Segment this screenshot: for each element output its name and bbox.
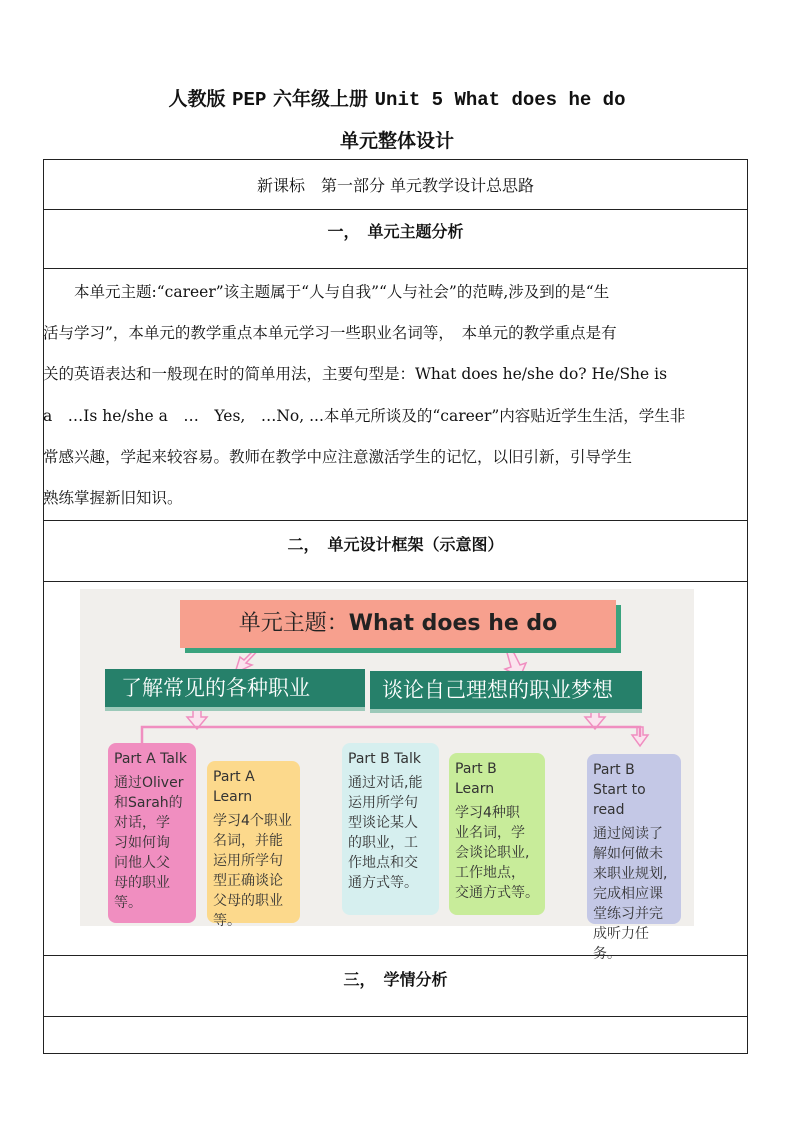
card-part-b-start-to-read	[587, 754, 681, 962]
title-unit: Unit 5 What does he do	[374, 89, 626, 111]
document-subtitle: 单元整体设计	[339, 130, 454, 152]
table-divider	[43, 1016, 748, 1017]
card-part-a-talk	[108, 743, 196, 923]
card-part-a-learn	[207, 761, 300, 929]
paragraph-line: 本单元主题:“career”该主题属于“人与自我”“人与社会”的范畴,涉及到的是“生	[43, 283, 610, 301]
card-body: 通过阅读了 解如何做未 来职业规划, 完成相应课 堂练习并完 成听力任务。	[593, 826, 668, 962]
paragraph-line: 常感兴趣，学起来较容易。教师在教学中应注意激活学生的记忆，以旧引新，引导学生	[43, 447, 633, 466]
section-heading-theme-analysis: 一， 单元主题分析	[327, 222, 464, 241]
card-title: Part B Start to read	[593, 762, 646, 818]
title-pep: PEP	[232, 89, 267, 111]
section-heading-framework: 二， 单元设计框架（示意图）	[287, 535, 504, 554]
document-title	[0, 84, 794, 111]
paragraph-line: 关的英语表达和一般现在时的简单用法，主要句型是：What does he/she do? He/She is	[43, 365, 668, 384]
theme-value: What does he do	[348, 611, 558, 636]
unit-framework-diagram	[80, 589, 694, 962]
card-part-b-talk	[342, 743, 439, 915]
card-title: Part A Talk	[114, 751, 187, 767]
connector-line	[142, 727, 640, 743]
unit-theme-text	[180, 600, 616, 648]
theme-analysis-paragraph	[43, 272, 748, 519]
card-body: 通过对话,能 运用所学句 型谈论某人 的职业，工 作地点和交 通方式等。	[348, 775, 423, 891]
branch-dream-job: 谈论自己理想的职业梦想	[370, 671, 642, 709]
card-body: 通过Oliver 和Sarah的 对话，学 习如何询 问他人父 母的职业 等。	[114, 775, 184, 911]
section-heading-learner-analysis: 三， 学情分析	[343, 970, 448, 989]
title-prefix: 人教版	[168, 88, 226, 110]
paragraph-line: 活与学习”，本单元的教学重点本单元学习一些职业名词等， 本单元的教学重点是有	[43, 324, 617, 343]
card-title: Part B Talk	[348, 751, 421, 767]
branch-learn-jobs: 了解常见的各种职业	[105, 669, 365, 707]
table-divider	[43, 209, 748, 210]
card-title: Part A Learn	[213, 769, 255, 805]
table-divider	[43, 520, 748, 521]
table-divider	[43, 268, 748, 269]
card-part-b-learn	[449, 753, 545, 915]
theme-label: 单元主题：	[238, 611, 349, 636]
paragraph-line: a …Is he/she a … Yes, …No, ...本单元所谈及的“career”内容贴近学生生活，学生非	[43, 406, 686, 425]
card-body: 学习4种职 业名词，学 会谈论职业, 工作地点， 交通方式等。	[455, 805, 539, 901]
title-grade: 六年级上册	[273, 88, 369, 110]
table-divider	[43, 581, 748, 582]
card-body: 学习4个职业 名词，并能 运用所学句 型正确谈论 父母的职业 等。	[213, 813, 292, 929]
paragraph-line: 熟练掌握新旧知识。	[43, 489, 183, 508]
card-title: Part B Learn	[455, 761, 497, 797]
section-heading-part1: 新课标 第一部分 单元教学设计总思路	[256, 176, 535, 195]
